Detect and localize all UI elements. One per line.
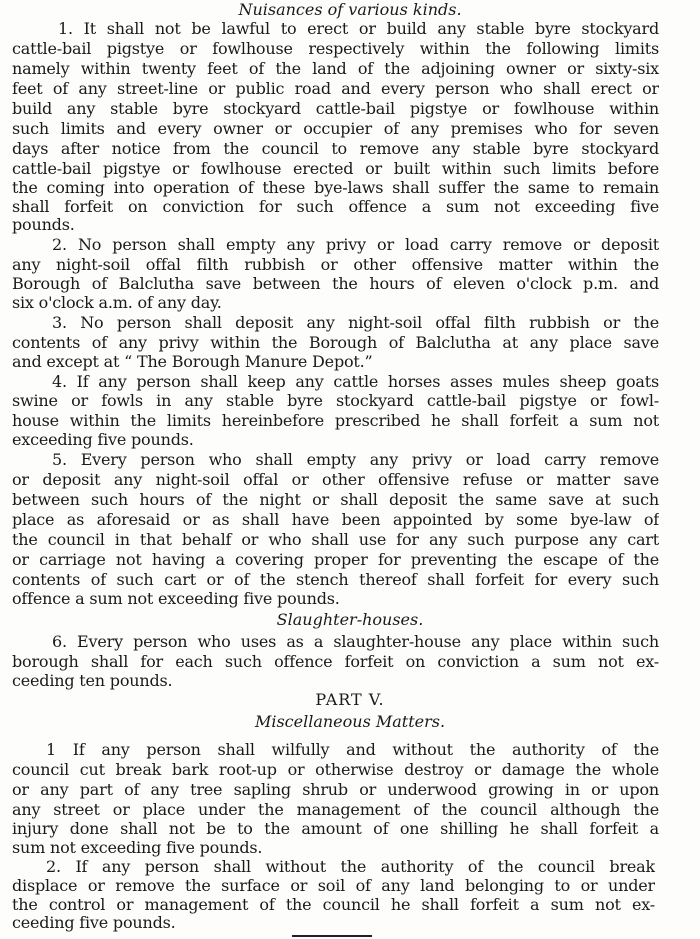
text-line: ceeding ten pounds.: [12, 671, 173, 690]
text-line: displace or remove the surface or soil of any land belonging to or under: [12, 876, 655, 895]
text-line: cattle-bail pigstye or fowlhouse respectively within the following limits: [12, 39, 659, 58]
text-line: namely within twenty feet of the land of the adjoining owner or sixty-six: [12, 59, 659, 78]
text-line: ceeding five pounds.: [12, 913, 176, 932]
text-line: sum not exceeding five pounds.: [12, 838, 263, 857]
text-line: contents of such cart or of the stench thereof shall forfeit for every such: [12, 570, 659, 589]
text-line: and except at “ The Borough Manure Depot.”: [12, 352, 373, 371]
text-line: exceeding five pounds.: [12, 430, 194, 449]
end-rule: [292, 935, 372, 937]
text-line: council cut break bark root-up or otherwise destroy or damage the whole: [12, 760, 659, 779]
text-line: such limits and every owner or occupier of any premises who for seven: [12, 119, 659, 138]
text-line: 1. It shall not be lawful to erect or build any stable byre stockyard: [58, 19, 659, 38]
text-line: 6. Every person who uses as a slaughter-house any place within such: [52, 632, 659, 651]
section-heading-nuisances: Nuisances of various kinds.: [238, 0, 462, 19]
text-line: shall forfeit on conviction for such offence a sum not exceeding five: [12, 197, 659, 216]
section-heading-slaughter-houses: Slaughter-houses.: [276, 610, 424, 629]
text-line: 2. No person shall empty any privy or load carry remove or deposit: [52, 235, 659, 254]
text-line: place as aforesaid or as shall have been appointed by some bye-law of: [12, 510, 659, 529]
section-heading-miscellaneous: Miscellaneous Matters.: [254, 712, 446, 731]
text-line: any night-soil offal filth rubbish or other offensive matter within the: [12, 255, 659, 274]
text-line: or carriage not having a covering proper for preventing the escape of the: [12, 550, 659, 569]
text-line: six o'clock a.m. of any day.: [12, 293, 222, 312]
part-heading: PART V.: [315, 690, 385, 709]
text-line: 4. If any person shall keep any cattle horses asses mules sheep goats: [52, 372, 659, 391]
text-line: the council in that behalf or who shall use for any such purpose any cart: [12, 530, 659, 549]
text-line: or deposit any night-soil offal or other offensive refuse or matter save: [12, 470, 659, 489]
text-line: offence a sum not exceeding five pounds.: [12, 589, 340, 608]
text-line: build any stable byre stockyard cattle-bail pigstye or fowlhouse within: [12, 99, 659, 118]
text-line: or any part of any tree sapling shrub or underwood growing in or upon: [12, 780, 659, 799]
text-line: contents of any privy within the Borough of Balclutha at any place save: [12, 333, 659, 352]
text-line: swine or fowls in any stable byre stockyard cattle-bail pigstye or fowl-: [12, 391, 659, 410]
text-line: days after notice from the council to remove any stable byre stockyard: [12, 139, 659, 158]
text-line: the coming into operation of these bye-laws shall suffer the same to remain: [12, 178, 659, 197]
text-line: any street or place under the management of the council although the: [12, 800, 659, 819]
text-line: 3. No person shall deposit any night-soil offal filth rubbish or the: [52, 313, 659, 332]
text-line: borough shall for each such offence forfeit on conviction a sum not ex-: [12, 652, 659, 671]
text-line: between such hours of the night or shall deposit the same save at such: [12, 490, 659, 509]
text-line: Borough of Balclutha save between the hours of eleven o'clock p.m. and: [12, 274, 659, 293]
text-line: 5. Every person who shall empty any privy or load carry remove: [52, 450, 659, 469]
text-line: 1 If any person shall wilfully and without the authority of the: [46, 740, 659, 759]
text-line: pounds.: [12, 215, 75, 234]
text-line: injury done shall not be to the amount of one shilling he shall forfeit a: [12, 819, 659, 838]
text-line: feet of any street-line or public road and every person who shall erect or: [12, 79, 659, 98]
text-line: house within the limits hereinbefore prescribed he shall forfeit a sum not: [12, 411, 659, 430]
text-line: the control or management of the council he shall forfeit a sum not ex-: [12, 895, 655, 914]
text-line: cattle-bail pigstye or fowlhouse erected or built within such limits before: [12, 159, 659, 178]
text-line: 2. If any person shall without the authority of the council break: [46, 857, 655, 876]
